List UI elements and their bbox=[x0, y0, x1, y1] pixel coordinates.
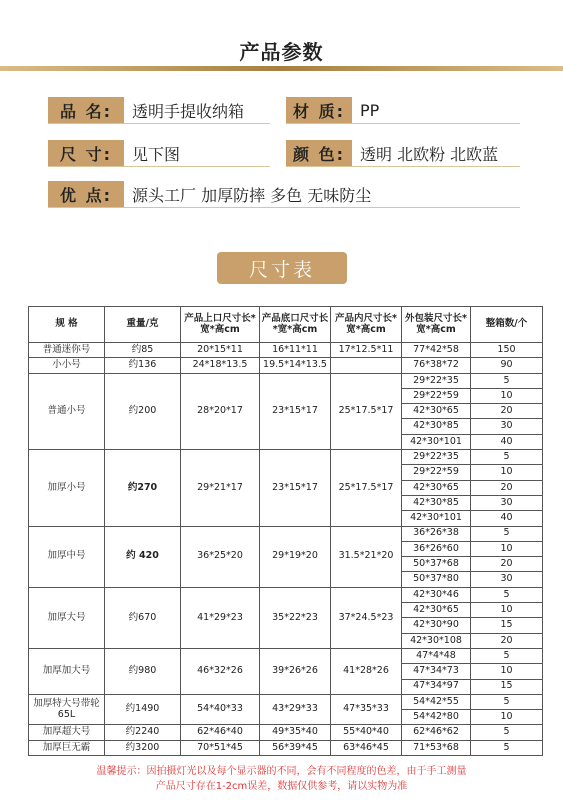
box-count-cell: 5 bbox=[471, 450, 543, 465]
pack-size-cell: 42*30*65 bbox=[402, 404, 471, 419]
spec-cell: 加厚巨无霸 bbox=[29, 740, 105, 755]
table-header-row bbox=[29, 307, 543, 343]
header-box-count: 整箱数/个 bbox=[471, 307, 543, 343]
pack-size-cell: 42*30*85 bbox=[402, 495, 471, 510]
pack-size-cell: 47*4*48 bbox=[402, 648, 471, 663]
spec-cell: 加厚超大号 bbox=[29, 725, 105, 740]
pack-size-cell: 42*30*90 bbox=[402, 618, 471, 633]
weight-cell: 约2240 bbox=[105, 725, 181, 740]
bottom-size-cell: 16*11*11 bbox=[260, 343, 331, 358]
weight-cell: 约136 bbox=[105, 358, 181, 373]
info-row-color bbox=[286, 140, 498, 166]
top-size-cell: 24*18*13.5 bbox=[181, 358, 260, 373]
feature-value: 源头工厂 加厚防摔 多色 无味防尘 bbox=[132, 185, 372, 205]
box-count-cell: 10 bbox=[471, 664, 543, 679]
spec-cell: 加厚特大号带轮65L bbox=[29, 694, 105, 725]
pack-size-cell: 47*34*73 bbox=[402, 664, 471, 679]
size-table bbox=[28, 306, 543, 756]
color-value: 透明 北欧粉 北欧蓝 bbox=[360, 144, 499, 164]
pack-size-cell: 42*30*65 bbox=[402, 480, 471, 495]
material-label: 材 质: bbox=[286, 97, 352, 123]
header-pack-size: 外包装尺寸长*宽*高cm bbox=[402, 307, 471, 343]
pack-size-cell: 29*22*59 bbox=[402, 465, 471, 480]
pack-size-cell: 29*22*59 bbox=[402, 388, 471, 403]
top-size-cell: 29*21*17 bbox=[181, 450, 260, 526]
pack-size-cell: 76*38*72 bbox=[402, 358, 471, 373]
table-row bbox=[29, 725, 543, 740]
pack-size-cell: 54*42*55 bbox=[402, 694, 471, 709]
spec-cell: 普通小号 bbox=[29, 373, 105, 449]
feature-label: 优 点: bbox=[48, 181, 124, 207]
weight-cell: 约200 bbox=[105, 373, 181, 449]
weight-cell: 约270 bbox=[105, 450, 181, 526]
box-count-cell: 10 bbox=[471, 465, 543, 480]
pack-size-cell: 42*30*85 bbox=[402, 419, 471, 434]
inner-size-cell: 55*40*40 bbox=[331, 725, 402, 740]
table-row bbox=[29, 526, 543, 541]
table-row bbox=[29, 587, 543, 602]
size-table-title: 尺寸表 bbox=[217, 252, 347, 284]
box-count-cell: 20 bbox=[471, 557, 543, 572]
box-count-cell: 15 bbox=[471, 618, 543, 633]
bottom-size-cell: 23*15*17 bbox=[260, 373, 331, 449]
size-table-body bbox=[29, 343, 543, 756]
box-count-cell: 5 bbox=[471, 526, 543, 541]
name-underline bbox=[48, 123, 270, 124]
inner-size-cell: 31.5*21*20 bbox=[331, 526, 402, 587]
pack-size-cell: 50*37*68 bbox=[402, 557, 471, 572]
box-count-cell: 30 bbox=[471, 419, 543, 434]
header-spec: 规 格 bbox=[29, 307, 105, 343]
notice-line-1: 温馨提示：因拍摄灯光以及每个显示器的不同，会有不同程度的色差，由于手工测量 bbox=[96, 766, 467, 777]
inner-size-cell bbox=[331, 358, 402, 373]
top-size-cell: 70*51*45 bbox=[181, 740, 260, 755]
box-count-cell: 5 bbox=[471, 373, 543, 388]
header-weight: 重量/克 bbox=[105, 307, 181, 343]
spec-cell: 小小号 bbox=[29, 358, 105, 373]
box-count-cell: 5 bbox=[471, 648, 543, 663]
top-size-cell: 28*20*17 bbox=[181, 373, 260, 449]
size-value: 见下图 bbox=[132, 144, 181, 164]
table-row bbox=[29, 373, 543, 388]
feature-underline bbox=[48, 207, 520, 208]
material-underline bbox=[286, 123, 520, 124]
weight-cell: 约670 bbox=[105, 587, 181, 648]
bottom-size-cell: 56*39*45 bbox=[260, 740, 331, 755]
info-row-name bbox=[48, 97, 244, 123]
notice-line-2: 产品尺寸存在1-2cm误差，数据仅供参考，请以实物为准 bbox=[155, 781, 408, 792]
color-label: 颜 色: bbox=[286, 140, 352, 166]
box-count-cell: 40 bbox=[471, 511, 543, 526]
header-bottom-size: 产品底口尺寸长*宽*高cm bbox=[260, 307, 331, 343]
top-size-cell: 62*46*40 bbox=[181, 725, 260, 740]
box-count-cell: 30 bbox=[471, 572, 543, 587]
info-row-material bbox=[286, 97, 379, 123]
top-size-cell: 36*25*20 bbox=[181, 526, 260, 587]
pack-size-cell: 42*30*101 bbox=[402, 511, 471, 526]
box-count-cell: 90 bbox=[471, 358, 543, 373]
bottom-size-cell: 29*19*20 bbox=[260, 526, 331, 587]
pack-size-cell: 77*42*58 bbox=[402, 343, 471, 358]
inner-size-cell: 63*46*45 bbox=[331, 740, 402, 755]
box-count-cell: 10 bbox=[471, 388, 543, 403]
name-value: 透明手提收纳箱 bbox=[132, 101, 245, 121]
pack-size-cell: 29*22*35 bbox=[402, 373, 471, 388]
bottom-size-cell: 19.5*14*13.5 bbox=[260, 358, 331, 373]
box-count-cell: 20 bbox=[471, 633, 543, 648]
color-underline bbox=[286, 166, 520, 167]
box-count-cell: 30 bbox=[471, 495, 543, 510]
size-underline bbox=[48, 166, 270, 167]
box-count-cell: 5 bbox=[471, 587, 543, 602]
size-label: 尺 寸: bbox=[48, 140, 124, 166]
page-title: 产品参数 bbox=[239, 40, 324, 64]
box-count-cell: 5 bbox=[471, 694, 543, 709]
box-count-cell: 10 bbox=[471, 603, 543, 618]
box-count-cell: 150 bbox=[471, 343, 543, 358]
inner-size-cell: 41*28*26 bbox=[331, 648, 402, 694]
pack-size-cell: 29*22*35 bbox=[402, 450, 471, 465]
spec-cell: 加厚小号 bbox=[29, 450, 105, 526]
pack-size-cell: 42*30*101 bbox=[402, 434, 471, 449]
inner-size-cell: 37*24.5*23 bbox=[331, 587, 402, 648]
top-size-cell: 54*40*33 bbox=[181, 694, 260, 725]
pack-size-cell: 54*42*80 bbox=[402, 710, 471, 725]
pack-size-cell: 42*30*108 bbox=[402, 633, 471, 648]
info-row-size bbox=[48, 140, 180, 166]
box-count-cell: 5 bbox=[471, 740, 543, 755]
pack-size-cell: 71*53*68 bbox=[402, 740, 471, 755]
inner-size-cell: 47*35*33 bbox=[331, 694, 402, 725]
weight-cell: 约 420 bbox=[105, 526, 181, 587]
spec-cell: 普通迷你号 bbox=[29, 343, 105, 358]
pack-size-cell: 36*26*38 bbox=[402, 526, 471, 541]
weight-cell: 约1490 bbox=[105, 694, 181, 725]
bottom-size-cell: 49*35*40 bbox=[260, 725, 331, 740]
box-count-cell: 10 bbox=[471, 541, 543, 556]
spec-cell: 加厚中号 bbox=[29, 526, 105, 587]
box-count-cell: 40 bbox=[471, 434, 543, 449]
bottom-size-cell: 23*15*17 bbox=[260, 450, 331, 526]
top-size-cell: 46*32*26 bbox=[181, 648, 260, 694]
spec-cell: 加厚加大号 bbox=[29, 648, 105, 694]
weight-cell: 约980 bbox=[105, 648, 181, 694]
inner-size-cell: 25*17.5*17 bbox=[331, 450, 402, 526]
table-row bbox=[29, 358, 543, 373]
pack-size-cell: 47*34*97 bbox=[402, 679, 471, 694]
table-row bbox=[29, 343, 543, 358]
inner-size-cell: 17*12.5*11 bbox=[331, 343, 402, 358]
box-count-cell: 10 bbox=[471, 710, 543, 725]
top-size-cell: 20*15*11 bbox=[181, 343, 260, 358]
name-label: 品 名: bbox=[48, 97, 124, 123]
inner-size-cell: 25*17.5*17 bbox=[331, 373, 402, 449]
pack-size-cell: 36*26*60 bbox=[402, 541, 471, 556]
table-row bbox=[29, 694, 543, 709]
header-top-size: 产品上口尺寸长*宽*高cm bbox=[181, 307, 260, 343]
spec-cell: 加厚大号 bbox=[29, 587, 105, 648]
bottom-size-cell: 35*22*23 bbox=[260, 587, 331, 648]
pack-size-cell: 42*30*46 bbox=[402, 587, 471, 602]
pack-size-cell: 50*37*80 bbox=[402, 572, 471, 587]
bottom-size-cell: 39*26*26 bbox=[260, 648, 331, 694]
weight-cell: 约85 bbox=[105, 343, 181, 358]
top-size-cell: 41*29*23 bbox=[181, 587, 260, 648]
table-row bbox=[29, 740, 543, 755]
material-value: PP bbox=[360, 100, 380, 120]
box-count-cell: 20 bbox=[471, 480, 543, 495]
box-count-cell: 15 bbox=[471, 679, 543, 694]
pack-size-cell: 62*46*62 bbox=[402, 725, 471, 740]
table-row bbox=[29, 648, 543, 663]
bottom-size-cell: 43*29*33 bbox=[260, 694, 331, 725]
header-inner-size: 产品内尺寸长*宽*高cm bbox=[331, 307, 402, 343]
box-count-cell: 20 bbox=[471, 404, 543, 419]
info-row-feature bbox=[48, 181, 371, 207]
pack-size-cell: 42*30*65 bbox=[402, 603, 471, 618]
title-divider bbox=[0, 66, 563, 71]
weight-cell: 约3200 bbox=[105, 740, 181, 755]
box-count-cell: 5 bbox=[471, 725, 543, 740]
table-row bbox=[29, 450, 543, 465]
